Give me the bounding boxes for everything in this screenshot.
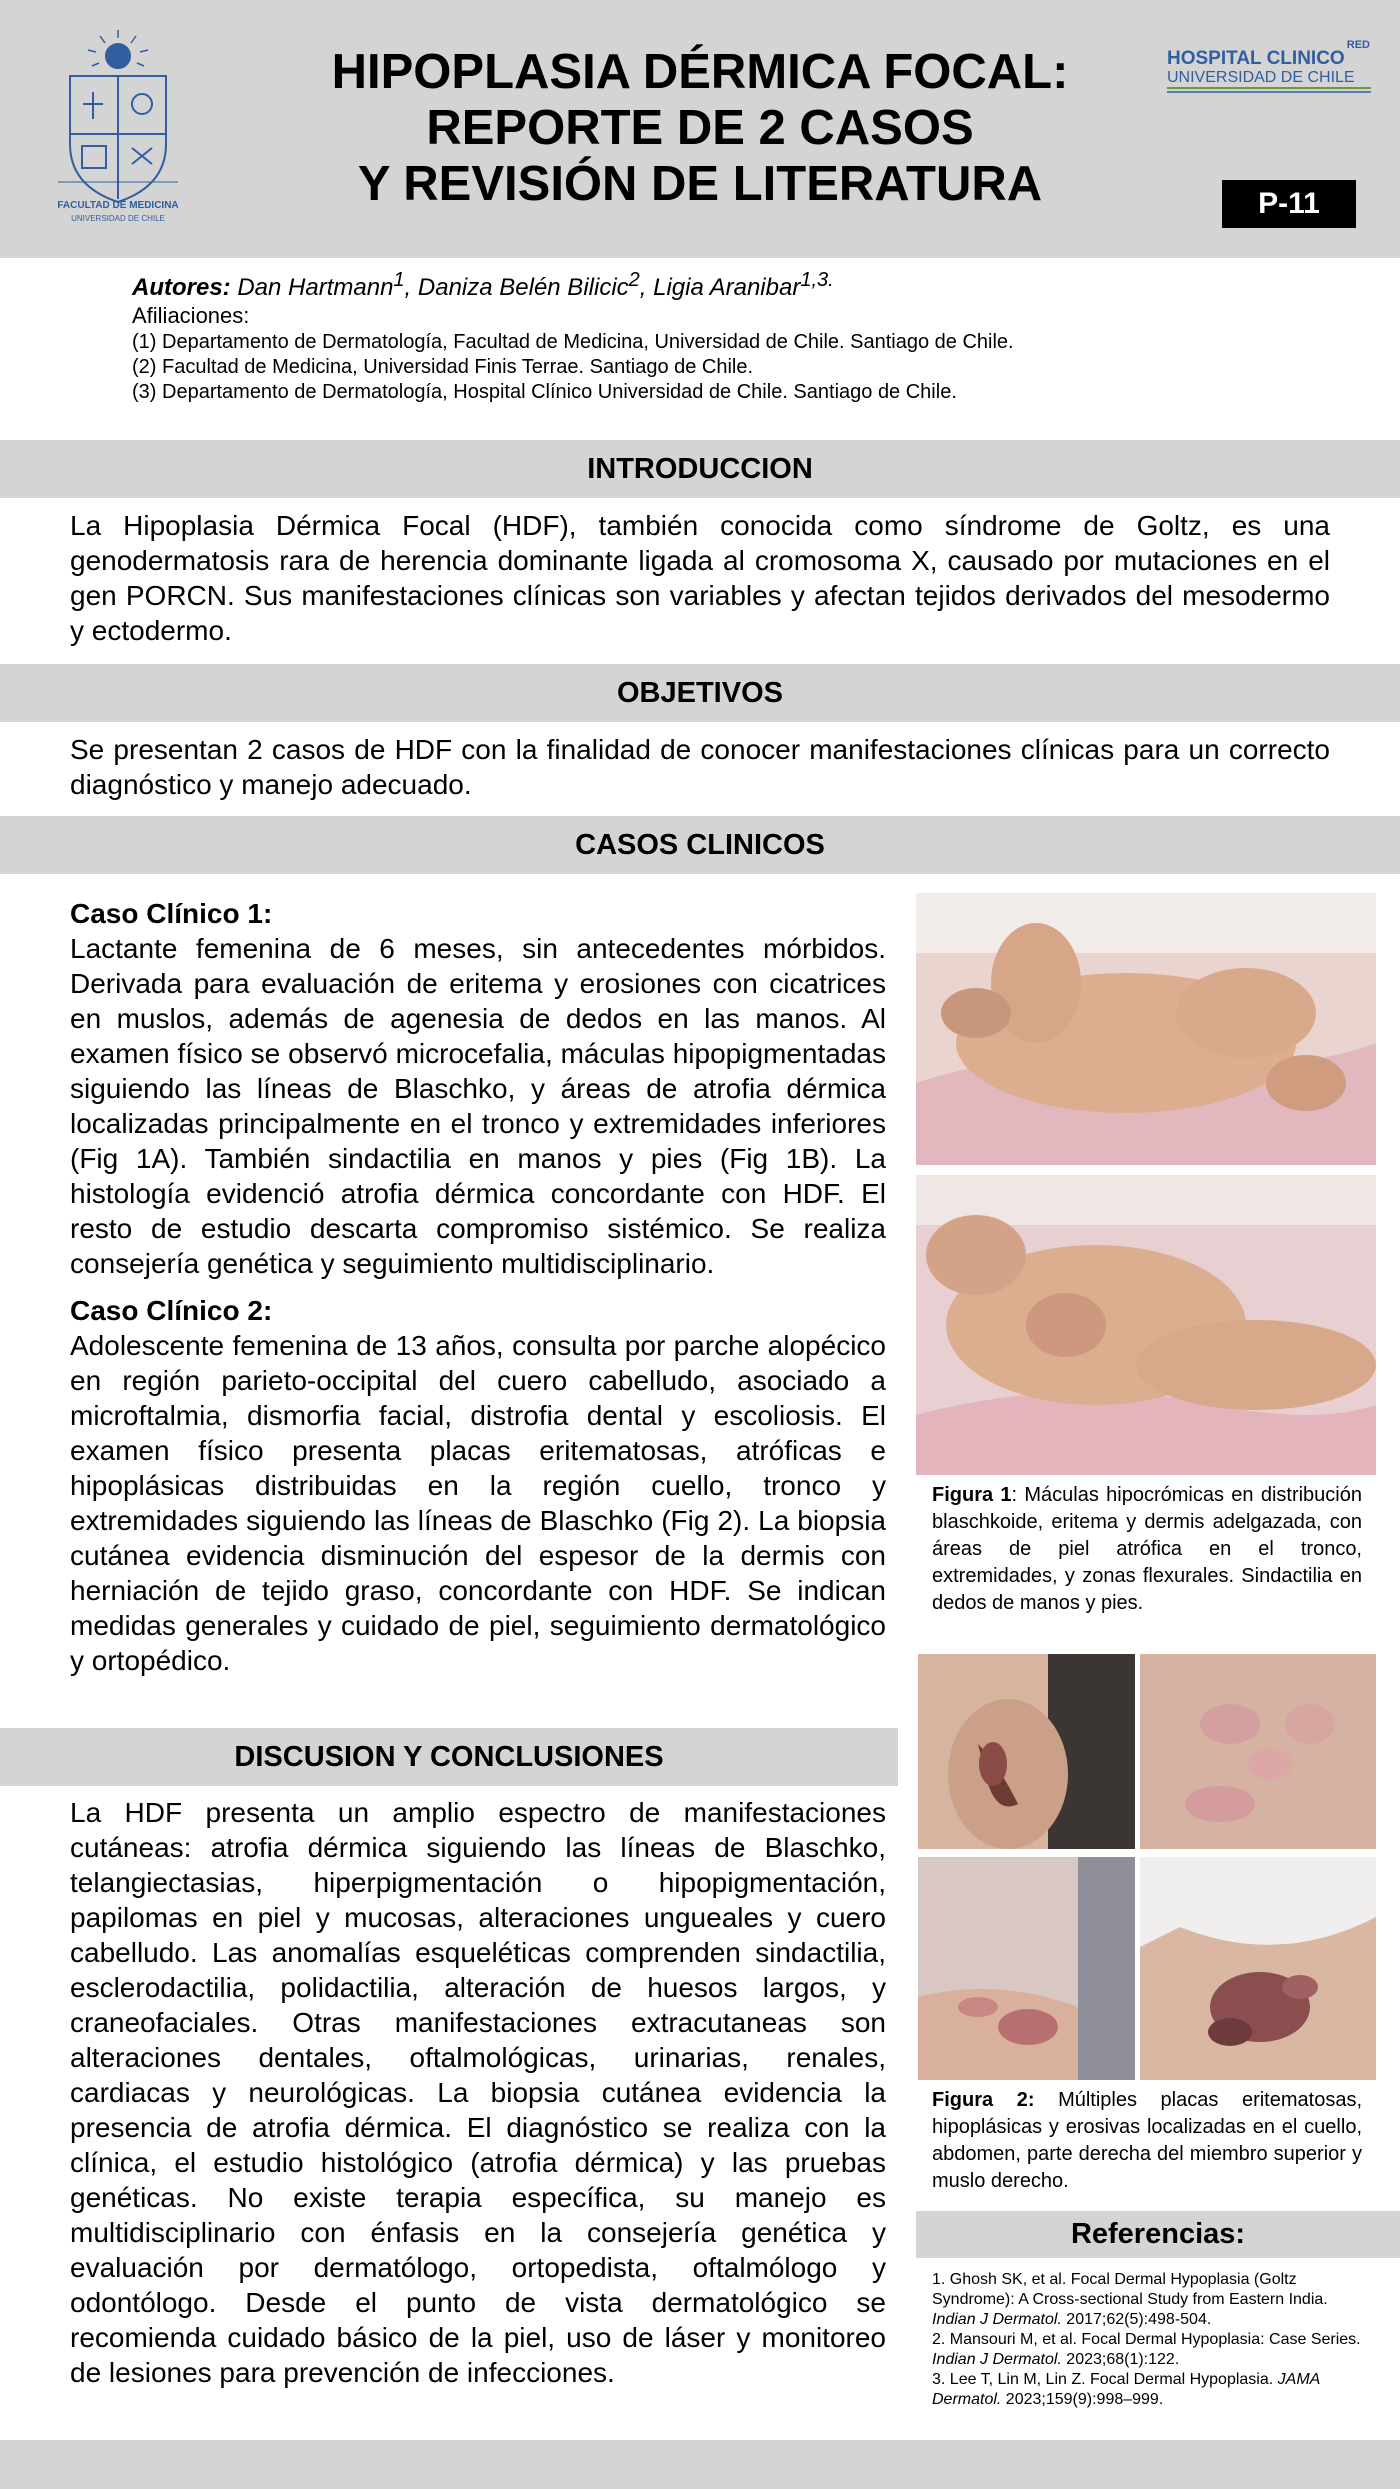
introduccion-heading: INTRODUCCION [0, 440, 1400, 498]
author-2-sup: 2 [628, 269, 640, 291]
casos-column [70, 896, 886, 1678]
discusion-text: La HDF presenta un amplio espectro de manifestaciones cutáneas: atrofia dérmica siguiendo las líneas de Blaschko, telangiectasias, hiperpigmentación o hipopigmentación, papilomas en piel y mucosas, alteraciones ungueales y cuero cabelludo. Las anomalías esqueléticas comprenden sindactilia, esclerodactilia, polidactilia, alteración de huesos largos, y craneofaciales. Otras manifestaciones extracutaneas son alteraciones dentales, oftalmológicas, urinarias, renales, cardiacas y neurológicas. La biopsia cutánea evidencia la presencia de atrofia dérmica. El diagnóstico se realiza con la clínica, el estudio histológico (atrofia dérmica) y las pruebas genéticas. No existe terapia específica, su manejo es multidisciplinario con énfasis en la consejería genética y evaluación por dermatólogo, ortopedista, oftalmólogo y odontólogo. Desde el punto de vista dermatológico se recomienda cuidado básico de la piel, uso de láser y monitoreo de lesiones para prevención de infecciones. [70, 1797, 886, 2388]
figure1-photo-b [916, 1175, 1376, 1475]
affiliation-3: (3) Departamento de Dermatología, Hospital Clínico Universidad de Chile. Santiago de Chile. [132, 381, 957, 403]
poster-title [250, 44, 1150, 212]
hospital-logo [1165, 38, 1375, 98]
affiliation-1: (1) Departamento de Dermatología, Facultad de Medicina, Universidad de Chile. Santiago de Chile. [132, 331, 1014, 353]
case1-text: Lactante femenina de 6 meses, sin antecedentes mórbidos. Derivada para evaluación de eritema y erosiones con cicatrices en muslos, además de agenesia de dedos en las manos. Al examen físico se observó microcefalia, máculas hipopigmentadas siguiendo las líneas de Blaschko, y áreas de atrofia dérmica localizadas principalmente en el tronco y extremidades inferiores (Fig 1A). También sindactilia en manos y pies (Fig 1B). La histología evidenció atrofia dérmica concordante con HDF. El resto de estudio descarta compromiso sistémico. Se realiza consejería genética y seguimiento multidisciplinario. [70, 933, 886, 1279]
footer-band [0, 2440, 1400, 2489]
figure2-caption-text: Múltiples placas eritematosas, hipoplásicas y erosivas localizadas en el cuello, abdomen, parte derecha del miembro superior y muslo derecho. [932, 2089, 1363, 2192]
case2-title: Caso Clínico 2: [70, 1295, 273, 1326]
title-line-1: HIPOPLASIA DÉRMICA FOCAL: [331, 45, 1069, 99]
title-line-3: Y REVISIÓN DE LITERATURA [357, 157, 1043, 211]
introduccion-text: La Hipoplasia Dérmica Focal (HDF), también conocida como síndrome de Goltz, es una genodermatosis rara de herencia dominante ligada al cromosoma X, causado por mutaciones en el gen PORCN. Sus manifestaciones clínicas son variables y afectan tejidos derivados del mesodermo y ectodermo. [70, 510, 1330, 646]
figure2-photo-neck [918, 1654, 1135, 1849]
faculty-logo-line2: UNIVERSIDAD DE CHILE [71, 214, 165, 223]
poster-code-badge: P-11 [1222, 180, 1356, 228]
reference-2: 2. Mansouri M, et al. Focal Dermal Hypoplasia: Case Series. Indian J Dermatol. 2023;68(1):122. [932, 2331, 1361, 2368]
authors-label: Autores: [132, 274, 231, 301]
figure1-caption-text: : Máculas hipocrómicas en distribución blaschkoide, eritema y dermis adelgazada, con áreas de piel atrófica en el tronco, extremidades, y zonas flexurales. Sindactilia en dedos de manos y pies. [932, 1484, 1362, 1614]
referencias-heading: Referencias: [916, 2211, 1400, 2258]
affiliation-2: (2) Facultad de Medicina, Universidad Finis Terrae. Santiago de Chile. [132, 356, 754, 378]
hospital-logo-red: RED [1346, 39, 1370, 51]
figure1-photo-a [916, 893, 1376, 1165]
casos-heading: CASOS CLINICOS [0, 816, 1400, 874]
hospital-logo-university: UNIVERSIDAD DE CHILE [1167, 69, 1355, 86]
author-3: , Ligia Aranibar [639, 274, 801, 301]
discusion-heading: DISCUSION Y CONCLUSIONES [0, 1728, 898, 1786]
author-3-sup: 1,3. [800, 269, 834, 291]
faculty-logo [48, 24, 188, 239]
author-1-sup: 1 [393, 269, 405, 291]
objetivos-text: Se presentan 2 casos de HDF con la finalidad de conocer manifestaciones clínicas para un correcto diagnóstico y manejo adecuado. [70, 734, 1330, 800]
authors-line [132, 264, 1332, 304]
figure1-label: Figura 1 [932, 1484, 1012, 1506]
figure1-caption [932, 1482, 1362, 1617]
references-list [932, 2270, 1366, 2410]
reference-3: 3. Lee T, Lin M, Lin Z. Focal Dermal Hypoplasia. JAMA Dermatol. 2023;159(9):998–999. [932, 2371, 1320, 2408]
figure2-label: Figura 2: [932, 2089, 1035, 2111]
hospital-logo-name: HOSPITAL CLINICO [1167, 48, 1345, 69]
figure2-photo-arm [918, 1857, 1135, 2080]
author-1: Dan Hartmann [230, 274, 394, 301]
affiliations [132, 302, 1362, 405]
figure2-photo-abdomen [1140, 1654, 1376, 1849]
objetivos-heading: OBJETIVOS [0, 664, 1400, 722]
affiliations-label: Afiliaciones: [132, 303, 250, 328]
case1-title: Caso Clínico 1: [70, 898, 273, 929]
figure2-photo-thigh [1140, 1857, 1376, 2080]
figure2-caption [932, 2087, 1362, 2195]
faculty-logo-line1: FACULTAD DE MEDICINA [57, 200, 179, 211]
case2-text: Adolescente femenina de 13 años, consulta por parche alopécico en región parieto-occipital del cuero cabelludo, asociado a microftalmia, dismorfia facial, distrofia dental y escoliosis. El examen físico presenta placas eritematosas, atróficas e hipoplásicas distribuidas en la región cuello, tronco y extremidades siguiendo las líneas de Blaschko (Fig 2). La biopsia cutánea evidencia disminución del espesor de la dermis con herniación de tejido graso, concordante con HDF. Se indican medidas generales y cuidado de piel, seguimiento dermatológico y ortopédico. [70, 1330, 886, 1676]
author-2: , Daniza Belén Bilicic [404, 274, 629, 301]
title-line-2: REPORTE DE 2 CASOS [426, 101, 974, 155]
reference-1: 1. Ghosh SK, et al. Focal Dermal Hypoplasia (Goltz Syndrome): A Cross-sectional Study from Eastern India. Indian J Dermatol. 2017;62(5):498-504. [932, 2271, 1328, 2328]
